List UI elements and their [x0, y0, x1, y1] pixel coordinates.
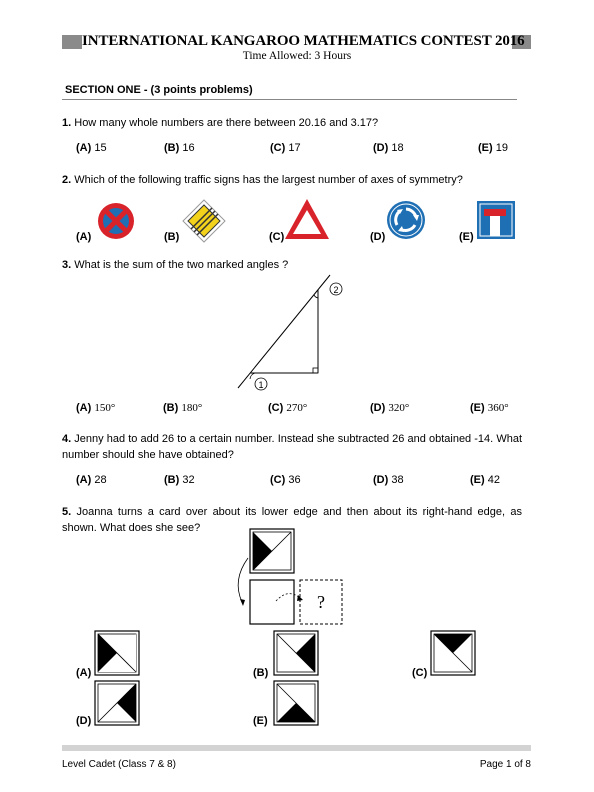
- q4-option-e[interactable]: (E) 42: [470, 474, 500, 486]
- footer-level: Level Cadet (Class 7 & 8): [62, 759, 176, 770]
- q5-card-e[interactable]: [273, 680, 319, 726]
- q2-option-d-label[interactable]: (D): [370, 231, 386, 243]
- section-heading: SECTION ONE - (3 points problems): [65, 84, 253, 96]
- q2-option-a-label[interactable]: (A): [76, 231, 92, 243]
- q3-option-e[interactable]: (E) 360°: [470, 402, 509, 414]
- no-stopping-sign-icon: [96, 201, 136, 241]
- question-text: Jenny had to add 26 to a certain number. Instead she subtracted 26 and obtained -14. What number should she have obtained?: [62, 433, 522, 461]
- q5-option-e-label[interactable]: (E): [253, 715, 268, 727]
- q1-option-b[interactable]: (B) 16: [164, 142, 195, 154]
- question-text: What is the sum of the two marked angles ?: [74, 259, 289, 271]
- angle-1-label: 1: [258, 380, 264, 390]
- q1-option-a[interactable]: (A) 15: [76, 142, 107, 154]
- footer-bar: [62, 745, 531, 751]
- question-number: 2.: [62, 174, 72, 186]
- q5-card-b[interactable]: [273, 630, 319, 676]
- question-mark: ?: [317, 592, 325, 612]
- contest-title: INTERNATIONAL KANGAROO MATHEMATICS CONTEST 2016: [82, 33, 525, 49]
- q4-option-d[interactable]: (D) 38: [373, 474, 404, 486]
- q3-option-d[interactable]: (D) 320°: [370, 402, 410, 414]
- question-number: 4.: [62, 433, 72, 445]
- section-divider: [62, 99, 517, 100]
- question-4: [62, 431, 522, 463]
- flipped-card: [250, 580, 294, 624]
- q5-card-c[interactable]: [430, 630, 476, 676]
- q5-option-a-label[interactable]: (A): [76, 667, 92, 679]
- q4-option-a[interactable]: (A) 28: [76, 474, 107, 486]
- q2-option-c-label[interactable]: (C): [269, 231, 285, 243]
- question-1: [62, 115, 378, 131]
- question-number: 3.: [62, 259, 72, 271]
- q5-option-d-label[interactable]: (D): [76, 715, 92, 727]
- q5-card-a[interactable]: [94, 630, 140, 676]
- q1-option-d[interactable]: (D) 18: [373, 142, 404, 154]
- card-flip-figure: [228, 528, 348, 628]
- q3-option-a[interactable]: (A) 150°: [76, 402, 116, 414]
- question-number: 5.: [62, 506, 72, 518]
- question-text: Joanna turns a card over about its lower edge and then about its right-hand edge, as shown. What does she see?: [62, 506, 522, 534]
- q3-option-c[interactable]: (C) 270°: [268, 402, 308, 414]
- question-text: Which of the following traffic signs has the largest number of axes of symmetry?: [74, 174, 463, 186]
- q5-option-c-label[interactable]: (C): [412, 667, 428, 679]
- roundabout-sign-icon: [386, 200, 426, 240]
- q1-option-c[interactable]: (C) 17: [270, 142, 301, 154]
- q2-option-e-label[interactable]: (E): [459, 231, 474, 243]
- dead-end-sign-icon: [476, 200, 516, 240]
- angle-2-label: 2: [333, 285, 339, 295]
- angle-triangle-figure: [230, 275, 360, 395]
- q1-option-e[interactable]: (E) 19: [478, 142, 508, 154]
- q3-option-b[interactable]: (B) 180°: [163, 402, 203, 414]
- q5-option-b-label[interactable]: (B): [253, 667, 269, 679]
- question-text: How many whole numbers are there between 20.16 and 3.17?: [74, 117, 379, 129]
- q4-option-c[interactable]: (C) 36: [270, 474, 301, 486]
- q2-option-b-label[interactable]: (B): [164, 231, 180, 243]
- question-3: [62, 257, 288, 273]
- q5-card-d[interactable]: [94, 680, 140, 726]
- question-number: 1.: [62, 117, 72, 129]
- time-allowed: Time Allowed: 3 Hours: [242, 50, 352, 62]
- question-2: [62, 172, 463, 188]
- end-of-priority-road-sign-icon: [182, 199, 226, 243]
- footer-page-number: Page 1 of 8: [479, 759, 531, 770]
- warning-triangle-sign-icon: [283, 197, 331, 241]
- q4-option-b[interactable]: (B) 32: [164, 474, 195, 486]
